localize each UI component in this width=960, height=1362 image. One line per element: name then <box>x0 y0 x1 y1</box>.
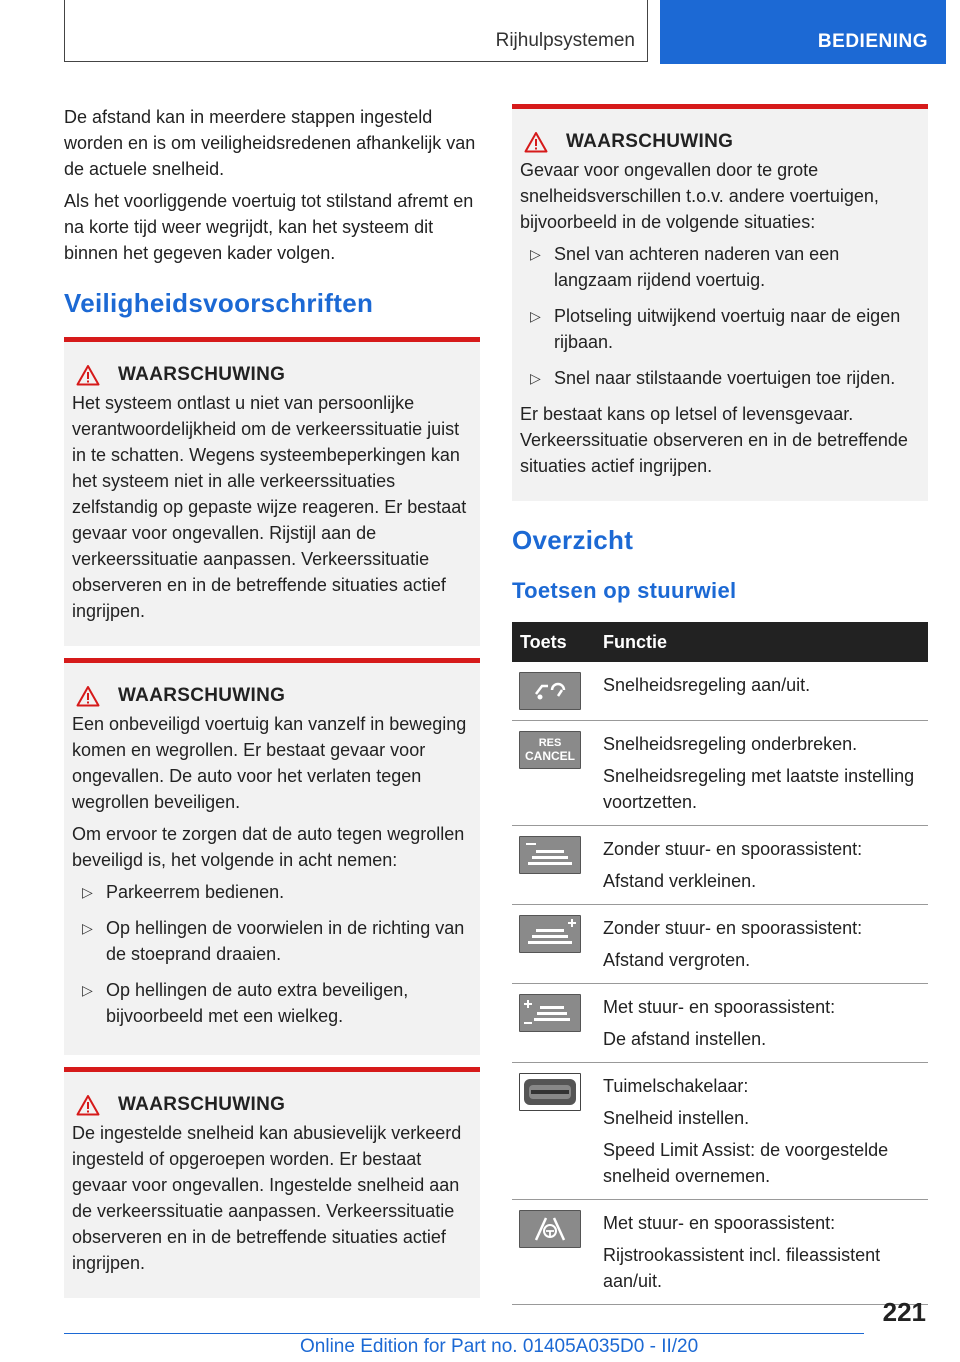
chapter-title: Rijhulpsystemen <box>495 30 635 51</box>
page-number: 221 <box>882 1297 926 1327</box>
footer-edition-text: Online Edition for Part no. 01405A035D0 - II/20 <box>300 1336 699 1357</box>
left-column <box>64 104 480 1310</box>
warning-header <box>520 131 920 153</box>
warning-triangle-icon <box>76 685 100 707</box>
warning-box-3 <box>64 1067 480 1298</box>
distance-increase-icon <box>519 915 581 953</box>
warning-text: Om ervoor te zorgen dat de auto tegen wegrollen beveiligd is, het volgende in acht nemen: <box>72 824 465 870</box>
table-row <box>512 1200 928 1305</box>
list-item: ▷ Op hellingen de voorwielen in de richting van de stoeprand draaien. <box>72 915 472 967</box>
rocker-switch-icon <box>519 1073 581 1111</box>
cruise-control-icon <box>519 672 581 710</box>
function-text: Speed Limit Assist: de voorgestelde snelheid overnemen. <box>603 1140 889 1186</box>
function-text: Afstand verkleinen. <box>603 871 757 891</box>
warning-title: WAARSCHUWING <box>118 685 286 706</box>
warning-text: Gevaar voor ongevallen door te grote snelheidsverschillen t.o.v. andere voertuigen, bijvoorbeeld in de volgende situaties: <box>520 160 879 232</box>
header-title-box <box>64 0 648 62</box>
right-column <box>512 104 928 1305</box>
overview-heading: Overzicht <box>512 525 634 555</box>
warning-header <box>72 1094 472 1116</box>
distance-adjust-icon <box>519 994 581 1032</box>
table-row <box>512 984 928 1063</box>
table-row <box>512 721 928 826</box>
warning-header <box>72 364 472 386</box>
function-text: Zonder stuur- en spoorassistent: <box>603 918 863 938</box>
table-row <box>512 905 928 984</box>
function-text: Rijstrookassistent incl. fileassistent aan/uit. <box>603 1245 881 1291</box>
warning-box-4 <box>512 104 928 501</box>
warning-list <box>72 879 472 1029</box>
section-title: BEDIENING <box>817 31 928 52</box>
warning-triangle-icon <box>524 131 548 153</box>
intro-paragraph-1: De afstand kan in meerdere stappen ingesteld worden en is om veiligheidsredenen afhankelijk van de actuele snelheid. <box>64 107 476 179</box>
function-text: Met stuur- en spoorassistent: <box>603 997 836 1017</box>
warning-list <box>520 241 920 391</box>
function-text: Snelheidsregeling met laatste instelling voortzetten. <box>603 766 915 812</box>
function-text: Snelheidsregeling aan/uit. <box>603 675 811 695</box>
res-cancel-icon: RES CANCEL <box>519 731 581 769</box>
keys-table <box>512 622 928 1305</box>
function-text: Snelheid instellen. <box>603 1108 750 1128</box>
table-row <box>512 1063 928 1200</box>
warning-box-1 <box>64 337 480 646</box>
footer-divider <box>64 1333 864 1334</box>
warning-text: De ingestelde snelheid kan abusievelijk verkeerd ingesteld of opgeroepen worden. Er bestaat gevaar voor ongevallen. Ingestelde snelheid aan de verkeerssituatie aanpassen. Verkeerssituatie observeren en in de betreffende situaties actief ingrijpen. <box>72 1123 462 1273</box>
distance-decrease-icon <box>519 836 581 874</box>
warning-text: Het systeem ontlast u niet van persoonlijke verantwoordelijkheid om de verkeerssituatie juist in te schatten. Wegens systeembeperkingen kan het systeem niet in alle verkeerssituaties zelfstandig op gepaste wijze reageren. Er bestaat gevaar voor ongevallen. Rijstijl aan de verkeerssituatie aanpassen. Verkeerssituatie observeren en in de betreffende situaties actief ingrijpen. <box>72 393 467 621</box>
triangle-bullet-icon: ▷ <box>82 920 93 936</box>
list-item: ▷ Snel van achteren naderen van een langzaam rijdend voertuig. <box>520 241 920 293</box>
warning-text: Er bestaat kans op letsel of levensgevaar. Verkeerssituatie observeren en in de betreffende situaties actief ingrijpen. <box>520 404 908 476</box>
lane-assist-icon <box>519 1210 581 1248</box>
function-text: Zonder stuur- en spoorassistent: <box>603 839 863 859</box>
list-item: ▷ Plotseling uitwijkend voertuig naar de eigen rijbaan. <box>520 303 920 355</box>
warning-triangle-icon <box>76 1094 100 1116</box>
function-text: Afstand vergroten. <box>603 950 751 970</box>
triangle-bullet-icon: ▷ <box>82 884 93 900</box>
function-text: Tuimelschakelaar: <box>603 1076 749 1096</box>
warning-box-2 <box>64 658 480 1055</box>
warning-triangle-icon <box>76 364 100 386</box>
triangle-bullet-icon: ▷ <box>530 308 541 324</box>
triangle-bullet-icon: ▷ <box>530 246 541 262</box>
warning-header <box>72 685 472 707</box>
column-header-function: Functie <box>595 622 928 662</box>
warning-title: WAARSCHUWING <box>118 364 286 385</box>
table-row <box>512 826 928 905</box>
warning-title: WAARSCHUWING <box>566 131 734 152</box>
warning-title: WAARSCHUWING <box>118 1094 286 1115</box>
function-text: Met stuur- en spoorassistent: <box>603 1213 836 1233</box>
header-section-tab <box>660 0 946 64</box>
list-item: ▷ Parkeerrem bedienen. <box>72 879 472 905</box>
safety-heading: Veiligheidsvoorschriften <box>64 288 374 318</box>
steering-keys-heading: Toetsen op stuurwiel <box>512 578 737 603</box>
triangle-bullet-icon: ▷ <box>82 982 93 998</box>
function-text: De afstand instellen. <box>603 1029 767 1049</box>
function-text: Snelheidsregeling onderbreken. <box>603 734 858 754</box>
table-row <box>512 662 928 721</box>
list-item: ▷ Snel naar stilstaande voertuigen toe rijden. <box>520 365 920 391</box>
list-item: ▷ Op hellingen de auto extra beveiligen, bijvoorbeeld met een wielkeg. <box>72 977 472 1029</box>
intro-paragraph-2: Als het voorliggende voertuig tot stilstand afremt en na korte tijd weer wegrijdt, kan het systeem dit binnen het gegeven kader volgen. <box>64 191 474 263</box>
triangle-bullet-icon: ▷ <box>530 370 541 386</box>
column-header-key: Toets <box>512 622 595 662</box>
table-header-row <box>512 622 928 662</box>
warning-text: Een onbeveiligd voertuig kan vanzelf in beweging komen en wegrollen. Er bestaat gevaar voor ongevallen. De auto voor het verlaten tegen wegrollen beveiligen. <box>72 714 467 812</box>
